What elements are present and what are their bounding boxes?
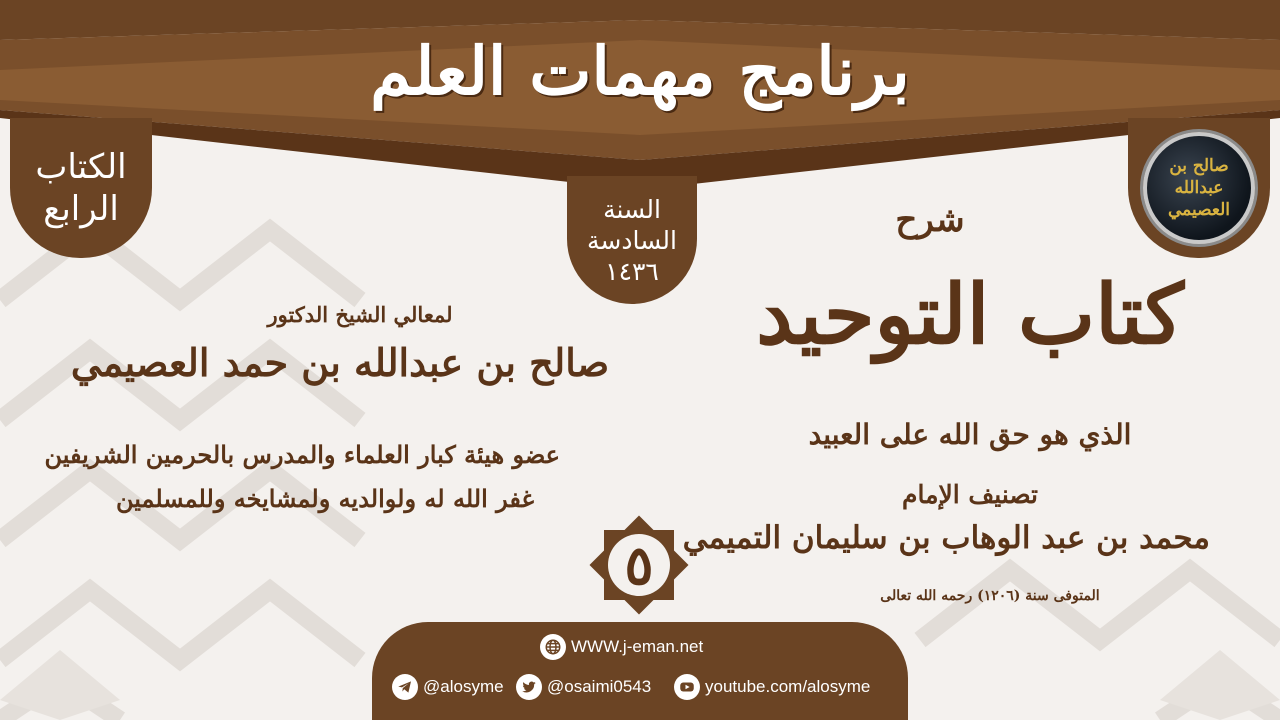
author-death-note: المتوفى سنة (١٢٠٦) رحمه الله تعالى <box>880 588 1100 604</box>
telegram-icon <box>392 674 418 700</box>
year-badge <box>567 176 697 304</box>
seal-badge <box>1128 118 1270 258</box>
telegram-link[interactable] <box>392 674 504 700</box>
globe-icon <box>540 634 566 660</box>
lecturer-prayer: غفر الله له ولوالديه ولمشايخه وللمسلمين <box>115 484 535 513</box>
social-links-bar <box>372 622 908 720</box>
website-label: WWW.j-eman.net <box>571 637 704 656</box>
lecturer-label: لمعالي الشيخ الدكتور <box>267 302 453 327</box>
book-number-badge <box>10 118 152 258</box>
telegram-handle: @alosyme <box>423 677 504 696</box>
youtube-icon <box>674 674 700 700</box>
seal-text: صالح بن عبدالله العصيمي <box>1168 156 1230 220</box>
year-badge-line2: السادسة <box>587 225 677 255</box>
twitter-handle: @osaimi0543 <box>547 677 652 696</box>
book-subtitle: الذي هو حق الله على العبيد <box>808 418 1132 451</box>
author-name: محمد بن عبد الوهاب بن سليمان التميمي <box>682 520 1210 556</box>
year-badge-line1: السنة <box>603 194 661 224</box>
book-badge-line2: الرابع <box>43 189 119 229</box>
program-title: برنامج مهمات العلم <box>370 32 910 110</box>
lecturer-role: عضو هيئة كبار العلماء والمدرس بالحرمين الشريفين <box>44 440 560 469</box>
seal-logo <box>1143 132 1255 244</box>
twitter-link[interactable] <box>516 674 651 700</box>
website-link[interactable] <box>540 634 703 660</box>
book-badge-line1: الكتاب <box>35 147 127 187</box>
sharh-label: شرح <box>895 200 965 240</box>
book-title: كتاب التوحيد <box>756 267 1184 363</box>
twitter-icon <box>516 674 542 700</box>
youtube-link[interactable] <box>674 674 870 700</box>
year-badge-line3: ١٤٣٦ <box>605 256 659 286</box>
lesson-number: ٥ <box>624 533 654 597</box>
lecturer-name: صالح بن عبدالله بن حمد العصيمي <box>70 340 610 385</box>
youtube-url: youtube.com/alosyme <box>705 677 871 696</box>
author-label: تصنيف الإمام <box>902 480 1038 509</box>
